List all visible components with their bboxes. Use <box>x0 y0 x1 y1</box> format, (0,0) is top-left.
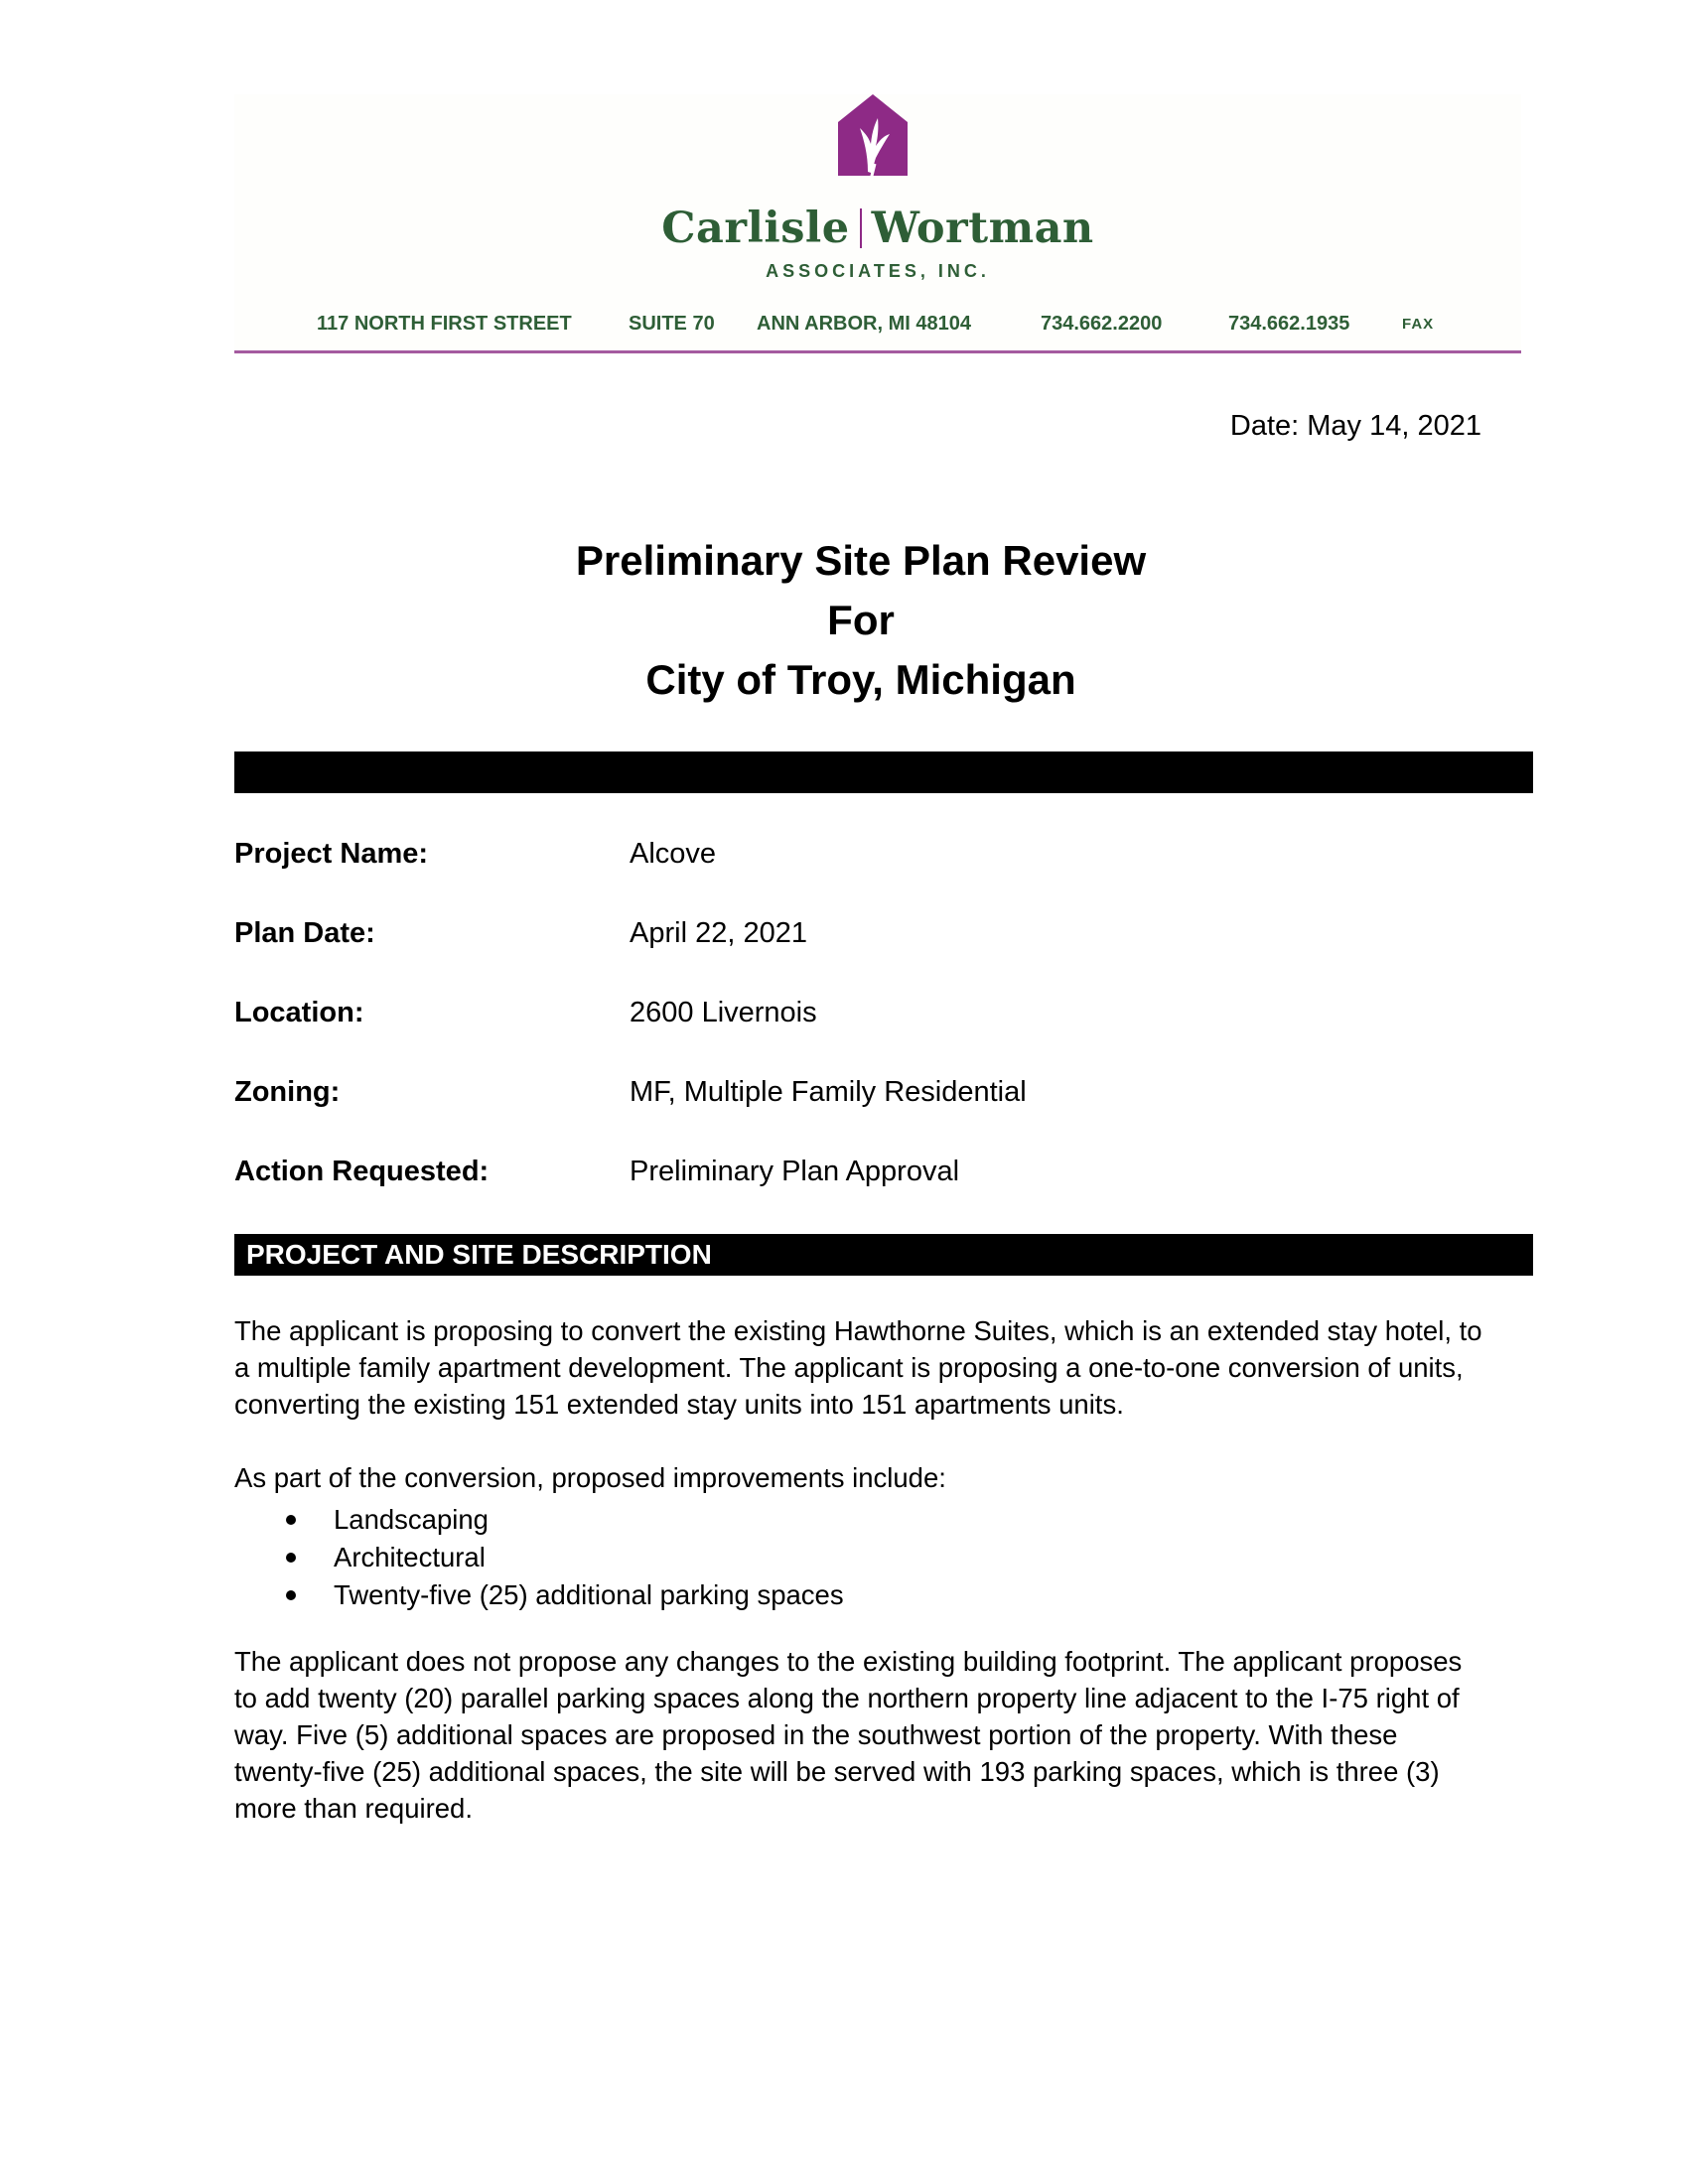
info-value: Alcove <box>630 838 717 870</box>
info-value: April 22, 2021 <box>630 917 807 949</box>
info-label: Location: <box>234 997 364 1028</box>
brand-name-right: Wortman <box>871 204 1094 253</box>
address-suite: SUITE 70 <box>629 313 715 335</box>
info-value: Preliminary Plan Approval <box>630 1156 960 1187</box>
letterhead <box>234 94 1521 354</box>
title-line-1: Preliminary Site Plan Review <box>575 537 1147 584</box>
info-row-plan-date <box>234 913 1525 953</box>
list-item-text: Architectural <box>334 1542 486 1572</box>
info-label: Project Name: <box>234 838 429 870</box>
letterhead-rule <box>234 350 1521 353</box>
document-date: Date: May 14, 2021 <box>1229 410 1481 442</box>
info-label: Action Requested: <box>234 1156 490 1187</box>
phone-number: 734.662.2200 <box>1041 313 1163 335</box>
house-oak-leaf-icon <box>838 94 908 184</box>
list-item <box>234 1501 1487 1539</box>
bullet-icon <box>286 1590 296 1600</box>
paragraph-parking: The applicant does not propose any changes to the existing building footprint. The applicant proposes to add twenty (20) parallel parking spaces along the northern property line adjacent to the I-75 right of way. Five (5) additional spaces are proposed in the southwest portion of the property. With these twenty-five (25) additional spaces, the site will be served with 193 parking spaces, which is three (3) more than required. <box>234 1646 1463 1824</box>
list-item-text: Landscaping <box>334 1504 489 1535</box>
brand-name <box>234 204 1521 253</box>
list-item <box>234 1539 1487 1576</box>
title-divider-bar <box>234 751 1533 793</box>
info-row-location <box>234 993 1525 1032</box>
address-street: 117 NORTH FIRST STREET <box>317 313 572 335</box>
brand-subtitle: ASSOCIATES, INC. <box>766 261 990 281</box>
info-value: MF, Multiple Family Residential <box>630 1076 1027 1108</box>
brand-separator <box>860 208 862 248</box>
address-city: ANN ARBOR, MI 48104 <box>757 313 971 335</box>
bullet-icon <box>286 1515 296 1525</box>
title-line-2: For <box>827 597 895 643</box>
fax-number: 734.662.1935 <box>1228 313 1350 335</box>
list-item-text: Twenty-five (25) additional parking spaces <box>334 1579 844 1610</box>
brand-name-left: Carlisle <box>661 204 850 253</box>
info-row-project-name <box>234 834 1525 874</box>
info-label: Zoning: <box>234 1076 341 1108</box>
paragraph-improvements-intro: As part of the conversion, proposed improvements include: <box>234 1462 946 1493</box>
info-value: 2600 Livernois <box>630 997 817 1028</box>
list-item <box>234 1576 1487 1614</box>
info-row-action-requested <box>234 1152 1525 1191</box>
improvements-list <box>234 1501 1487 1614</box>
bullet-icon <box>286 1553 296 1563</box>
title-line-3: City of Troy, Michigan <box>645 656 1076 703</box>
info-label: Plan Date: <box>234 917 375 949</box>
section-heading-project-description: PROJECT AND SITE DESCRIPTION <box>234 1234 1533 1276</box>
contact-row <box>234 313 1521 339</box>
document-title <box>234 531 1487 710</box>
fax-label: FAX <box>1402 316 1435 333</box>
info-row-zoning <box>234 1072 1525 1112</box>
paragraph-conversion: The applicant is proposing to convert the existing Hawthorne Suites, which is an extended stay hotel, to a multiple family apartment development. The applicant is proposing a one-to-one conversion of units, converting the existing 151 extended stay units into 151 apartments units. <box>234 1315 1482 1420</box>
